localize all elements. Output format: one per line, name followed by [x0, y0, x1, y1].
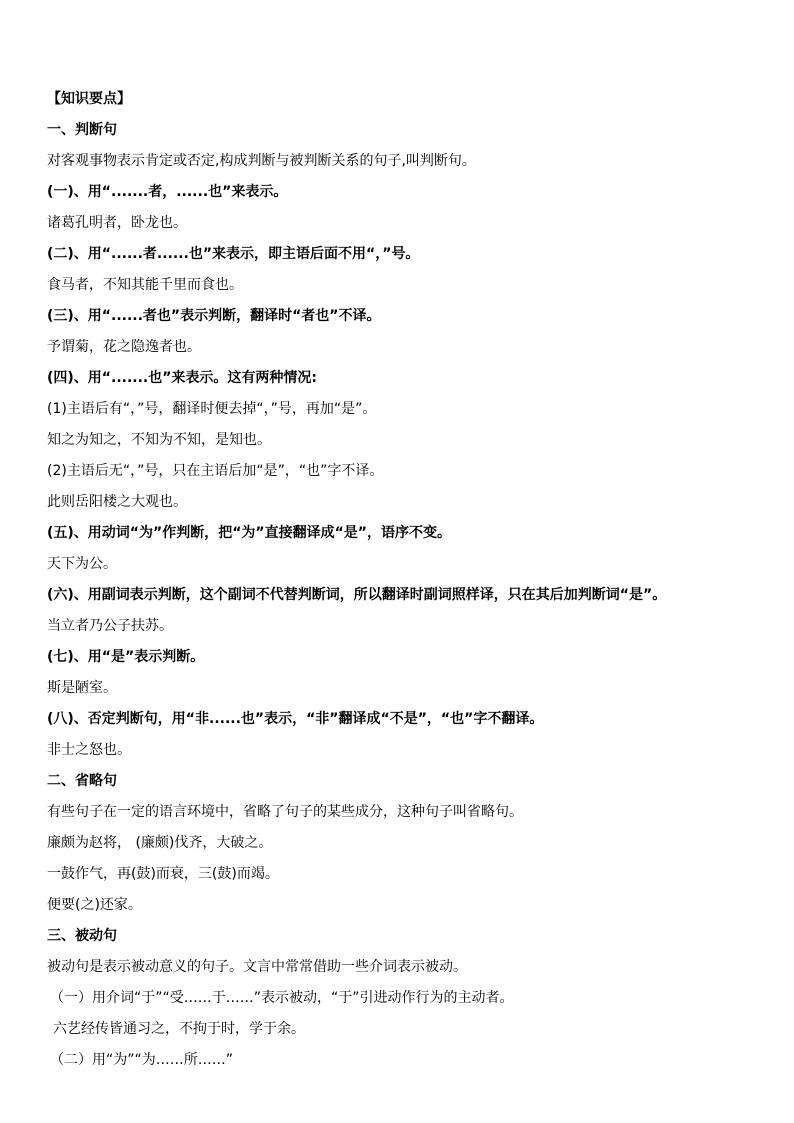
rule-4-case-1-example: 知之为知之，不知为不知，是知也。	[47, 432, 271, 448]
definition-ellipsis-sentence: 有些句子在一定的语言环境中，省略了句子的某些成分，这种句子叫省略句。	[47, 804, 523, 820]
rule-8-example: 非士之怒也。	[47, 742, 131, 758]
rule-6-heading: (六)、用副词表示判断，这个副词不代替判断词，所以翻译时副词照样译，只在其后加判断词“是”。	[47, 587, 667, 603]
heading-judgment-sentence: 一、判断句	[47, 122, 117, 138]
rule-6-example: 当立者乃公子扶苏。	[47, 618, 173, 634]
passive-rule-2: （二）用“为”“为……所……”	[50, 1052, 234, 1068]
rule-7-example: 斯是陋室。	[47, 680, 117, 696]
rule-2-heading: (二)、用“......者......也”来表示，即主语后面不用“，”号。	[47, 246, 420, 262]
rule-3-example: 予谓菊，花之隐逸者也。	[47, 339, 201, 355]
rule-5-example: 天下为公。	[47, 556, 117, 572]
heading-ellipsis-sentence: 二、省略句	[47, 773, 117, 789]
ellipsis-example-2: 一鼓作气，再(鼓)而衰，三(鼓)而竭。	[47, 866, 279, 882]
definition-passive-sentence: 被动句是表示被动意义的句子。文言中常常借助一些介词表示被动。	[47, 959, 467, 975]
passive-rule-1: （一）用介词“于”“受……于……”表示被动，“于”引进动作行为的主动者。	[50, 990, 514, 1006]
document-page	[47, 84, 777, 1076]
rule-4-case-1: (1)主语后有“，”号，翻译时便去掉“，”号，再加“是”。	[47, 401, 377, 417]
rule-4-heading: (四)、用“.......也”来表示。这有两种情况:	[47, 370, 318, 386]
passive-rule-1-example: 六艺经传皆通习之，不拘于时，学于余。	[53, 1021, 305, 1037]
rule-4-case-2-example: 此则岳阳楼之大观也。	[47, 494, 187, 510]
definition-judgment-sentence: 对客观事物表示肯定或否定,构成判断与被判断关系的句子,叫判断句。	[47, 153, 476, 169]
ellipsis-example-1: 廉颇为赵将， (廉颇)伐齐，大破之。	[47, 835, 273, 851]
rule-2-example: 食马者，不知其能千里而食也。	[47, 277, 243, 293]
rule-7-heading: (七)、用“是”表示判断。	[47, 649, 205, 665]
rule-1-example: 诸葛孔明者，卧龙也。	[47, 215, 187, 231]
rule-3-heading: (三)、用“......者也”表示判断，翻译时“者也”不译。	[47, 308, 381, 324]
rule-1-heading: (一)、用“.......者，......也”来表示。	[47, 184, 288, 200]
section-header-knowledge-points: 【知识要点】	[47, 91, 131, 107]
heading-passive-sentence: 三、被动句	[47, 928, 117, 944]
rule-5-heading: (五)、用动词“为”作判断，把“为”直接翻译成“是”，语序不变。	[47, 525, 452, 541]
rule-8-heading: (八)、否定判断句，用“非......也”表示，“非”翻译成“不是”，“也”字不翻译。	[47, 711, 544, 727]
ellipsis-example-3: 便要(之)还家。	[47, 897, 142, 913]
rule-4-case-2: (2)主语后无“，”号，只在主语后加“是”，“也”字不译。	[47, 463, 384, 479]
